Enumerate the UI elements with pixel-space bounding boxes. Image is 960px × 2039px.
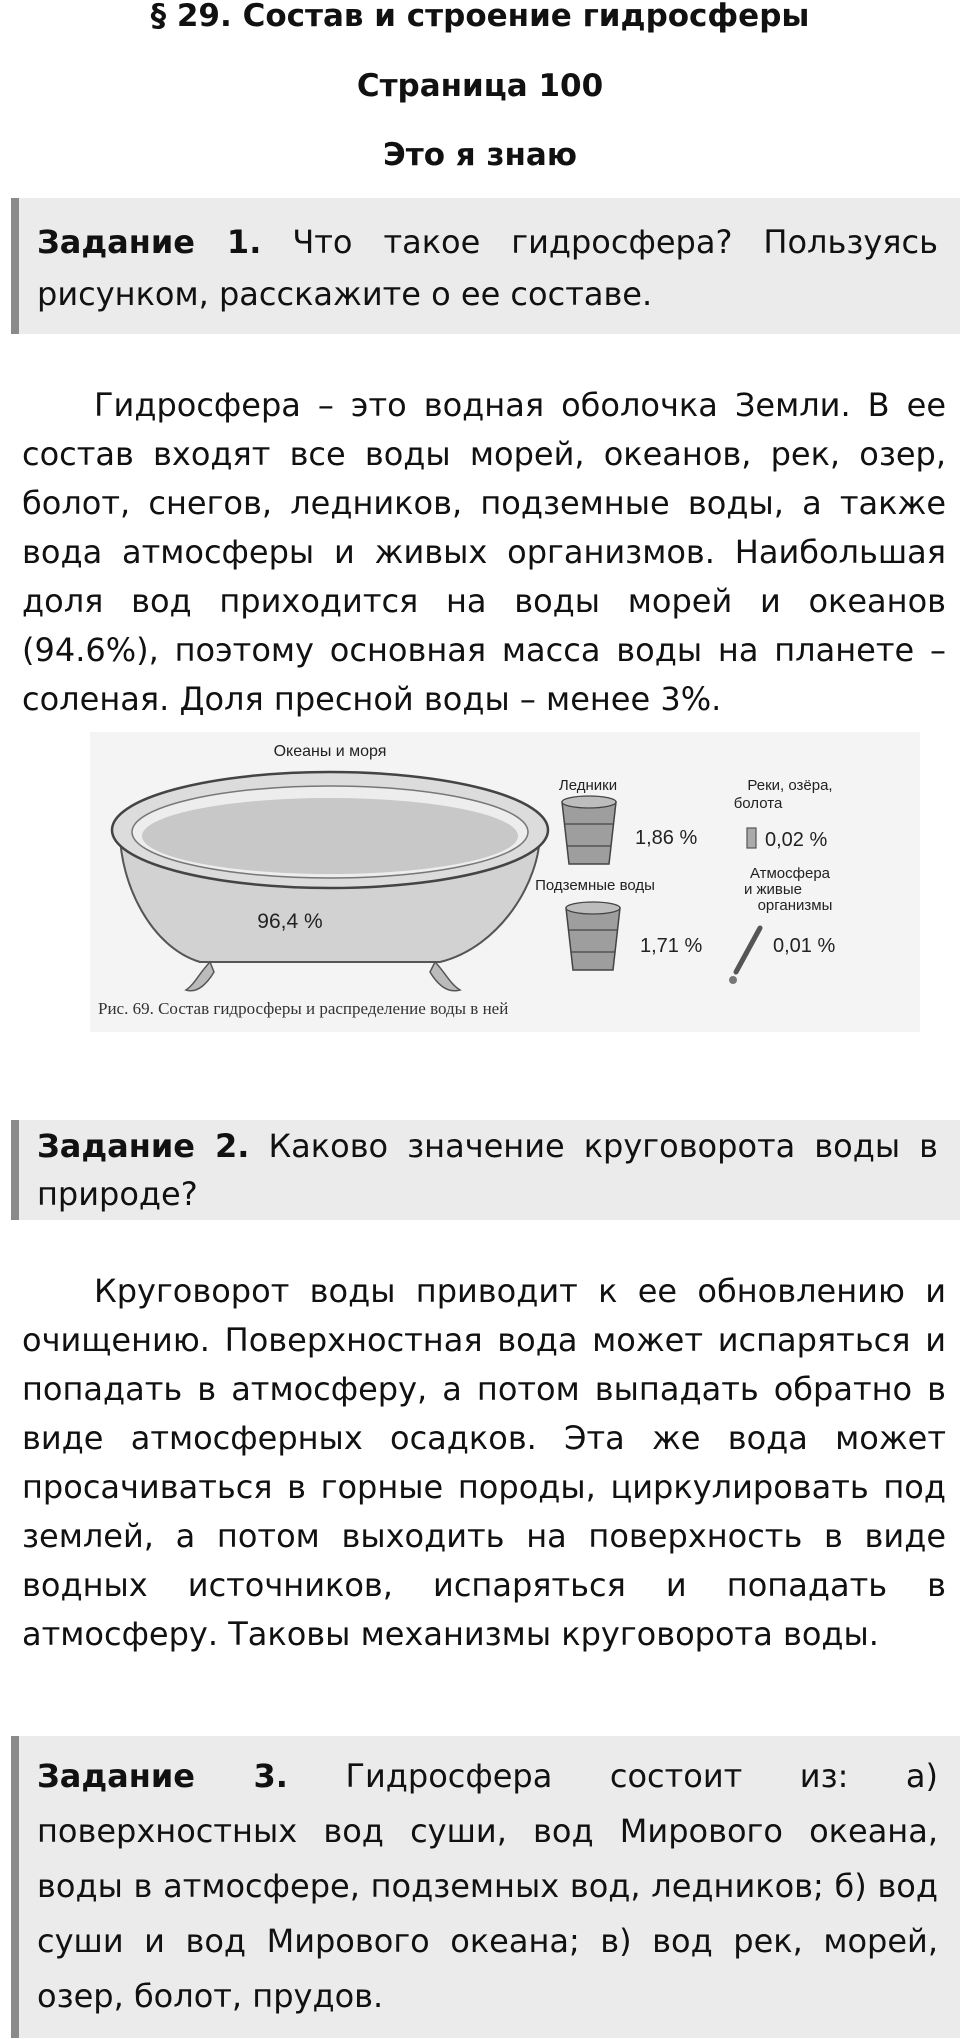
section-title: § 29. Состав и строение гидросферы: [150, 0, 810, 34]
task-2-label: Задание 2.: [37, 1127, 250, 1165]
subsection-title: Это я знаю: [383, 137, 577, 173]
figure-caption: Рис. 69. Состав гидросферы и распределение воды в ней: [98, 999, 509, 1018]
bucket-groundwater-icon: [566, 902, 620, 970]
groundwater-value: 1,71 %: [640, 935, 703, 957]
hydrosphere-figure: [90, 732, 920, 1032]
task-1-question-box: [11, 198, 960, 334]
task-2-answer-text: Круговорот воды приводит к ее обновлению и очищению. Поверхностная вода может испаряться и попадать в атмосферу, а потом выпадать обратно в виде атмосферных осадков. Эта же вода может просачиваться в горные породы, циркулировать под землей, а потом выходить на поверхность в виде водных источников, испаряться и попадать в атмосферу. Таковы механизмы круговорота воды.: [22, 1272, 946, 1653]
groundwater-label: Подземные воды: [535, 877, 655, 894]
task-1-answer-text: Гидросфера – это водная оболочка Земли. В ее состав входят все воды морей, океанов, рек, озер, болот, снегов, ледников, подземные воды, а также вода атмосферы и живых организмов. Наибольшая доля вод приходится на воды морей и океанов (94.6%), поэтому основная масса воды на планете – соленая. Доля пресной воды – менее 3%.: [22, 386, 946, 718]
atmosphere-value: 0,01 %: [773, 935, 836, 957]
task-2-question: Каково значение круговорота воды в природе?: [37, 1127, 939, 1213]
task-3-box: [11, 1736, 960, 2038]
task-1-answer: [22, 381, 946, 724]
atmosphere-label-line-2: и живые: [743, 881, 803, 898]
task-3-text: Гидросфера состоит из: а) поверхностных вод суши, вод Мирового океана, воды в атмосфере, подземных вод, ледников; б) вод суши и вод Мирового океана; в) вод рек, морей, озер, болот, прудов.: [37, 1757, 939, 2015]
page-label: Страница 100: [356, 68, 604, 104]
oceans-value: 96,4 %: [257, 910, 323, 933]
task-3-label: Задание 3.: [37, 1757, 288, 1795]
rivers-label-line-2: болота: [733, 795, 783, 812]
task-2-question-box: [11, 1120, 960, 1220]
oceans-label: Океаны и моря: [273, 743, 387, 760]
task-1-question: Что такое гидросфера? Пользуясь рисунком, расскажите о ее составе.: [37, 223, 939, 313]
task-1-label: Задание 1.: [37, 223, 262, 261]
bucket-glaciers-icon: [562, 796, 616, 864]
glass-icon: [747, 828, 756, 848]
glaciers-value: 1,86 %: [635, 827, 698, 849]
hydrosphere-illustration: [90, 732, 920, 1032]
rivers-value: 0,02 %: [765, 829, 828, 851]
atmosphere-label-line-1: Атмосфера: [749, 865, 831, 882]
atmosphere-label-line-3: организмы: [757, 897, 833, 914]
glaciers-label: Ледники: [558, 777, 618, 794]
task-2-answer: [22, 1267, 946, 1659]
rivers-label-line-1: Реки, озёра,: [747, 777, 833, 794]
